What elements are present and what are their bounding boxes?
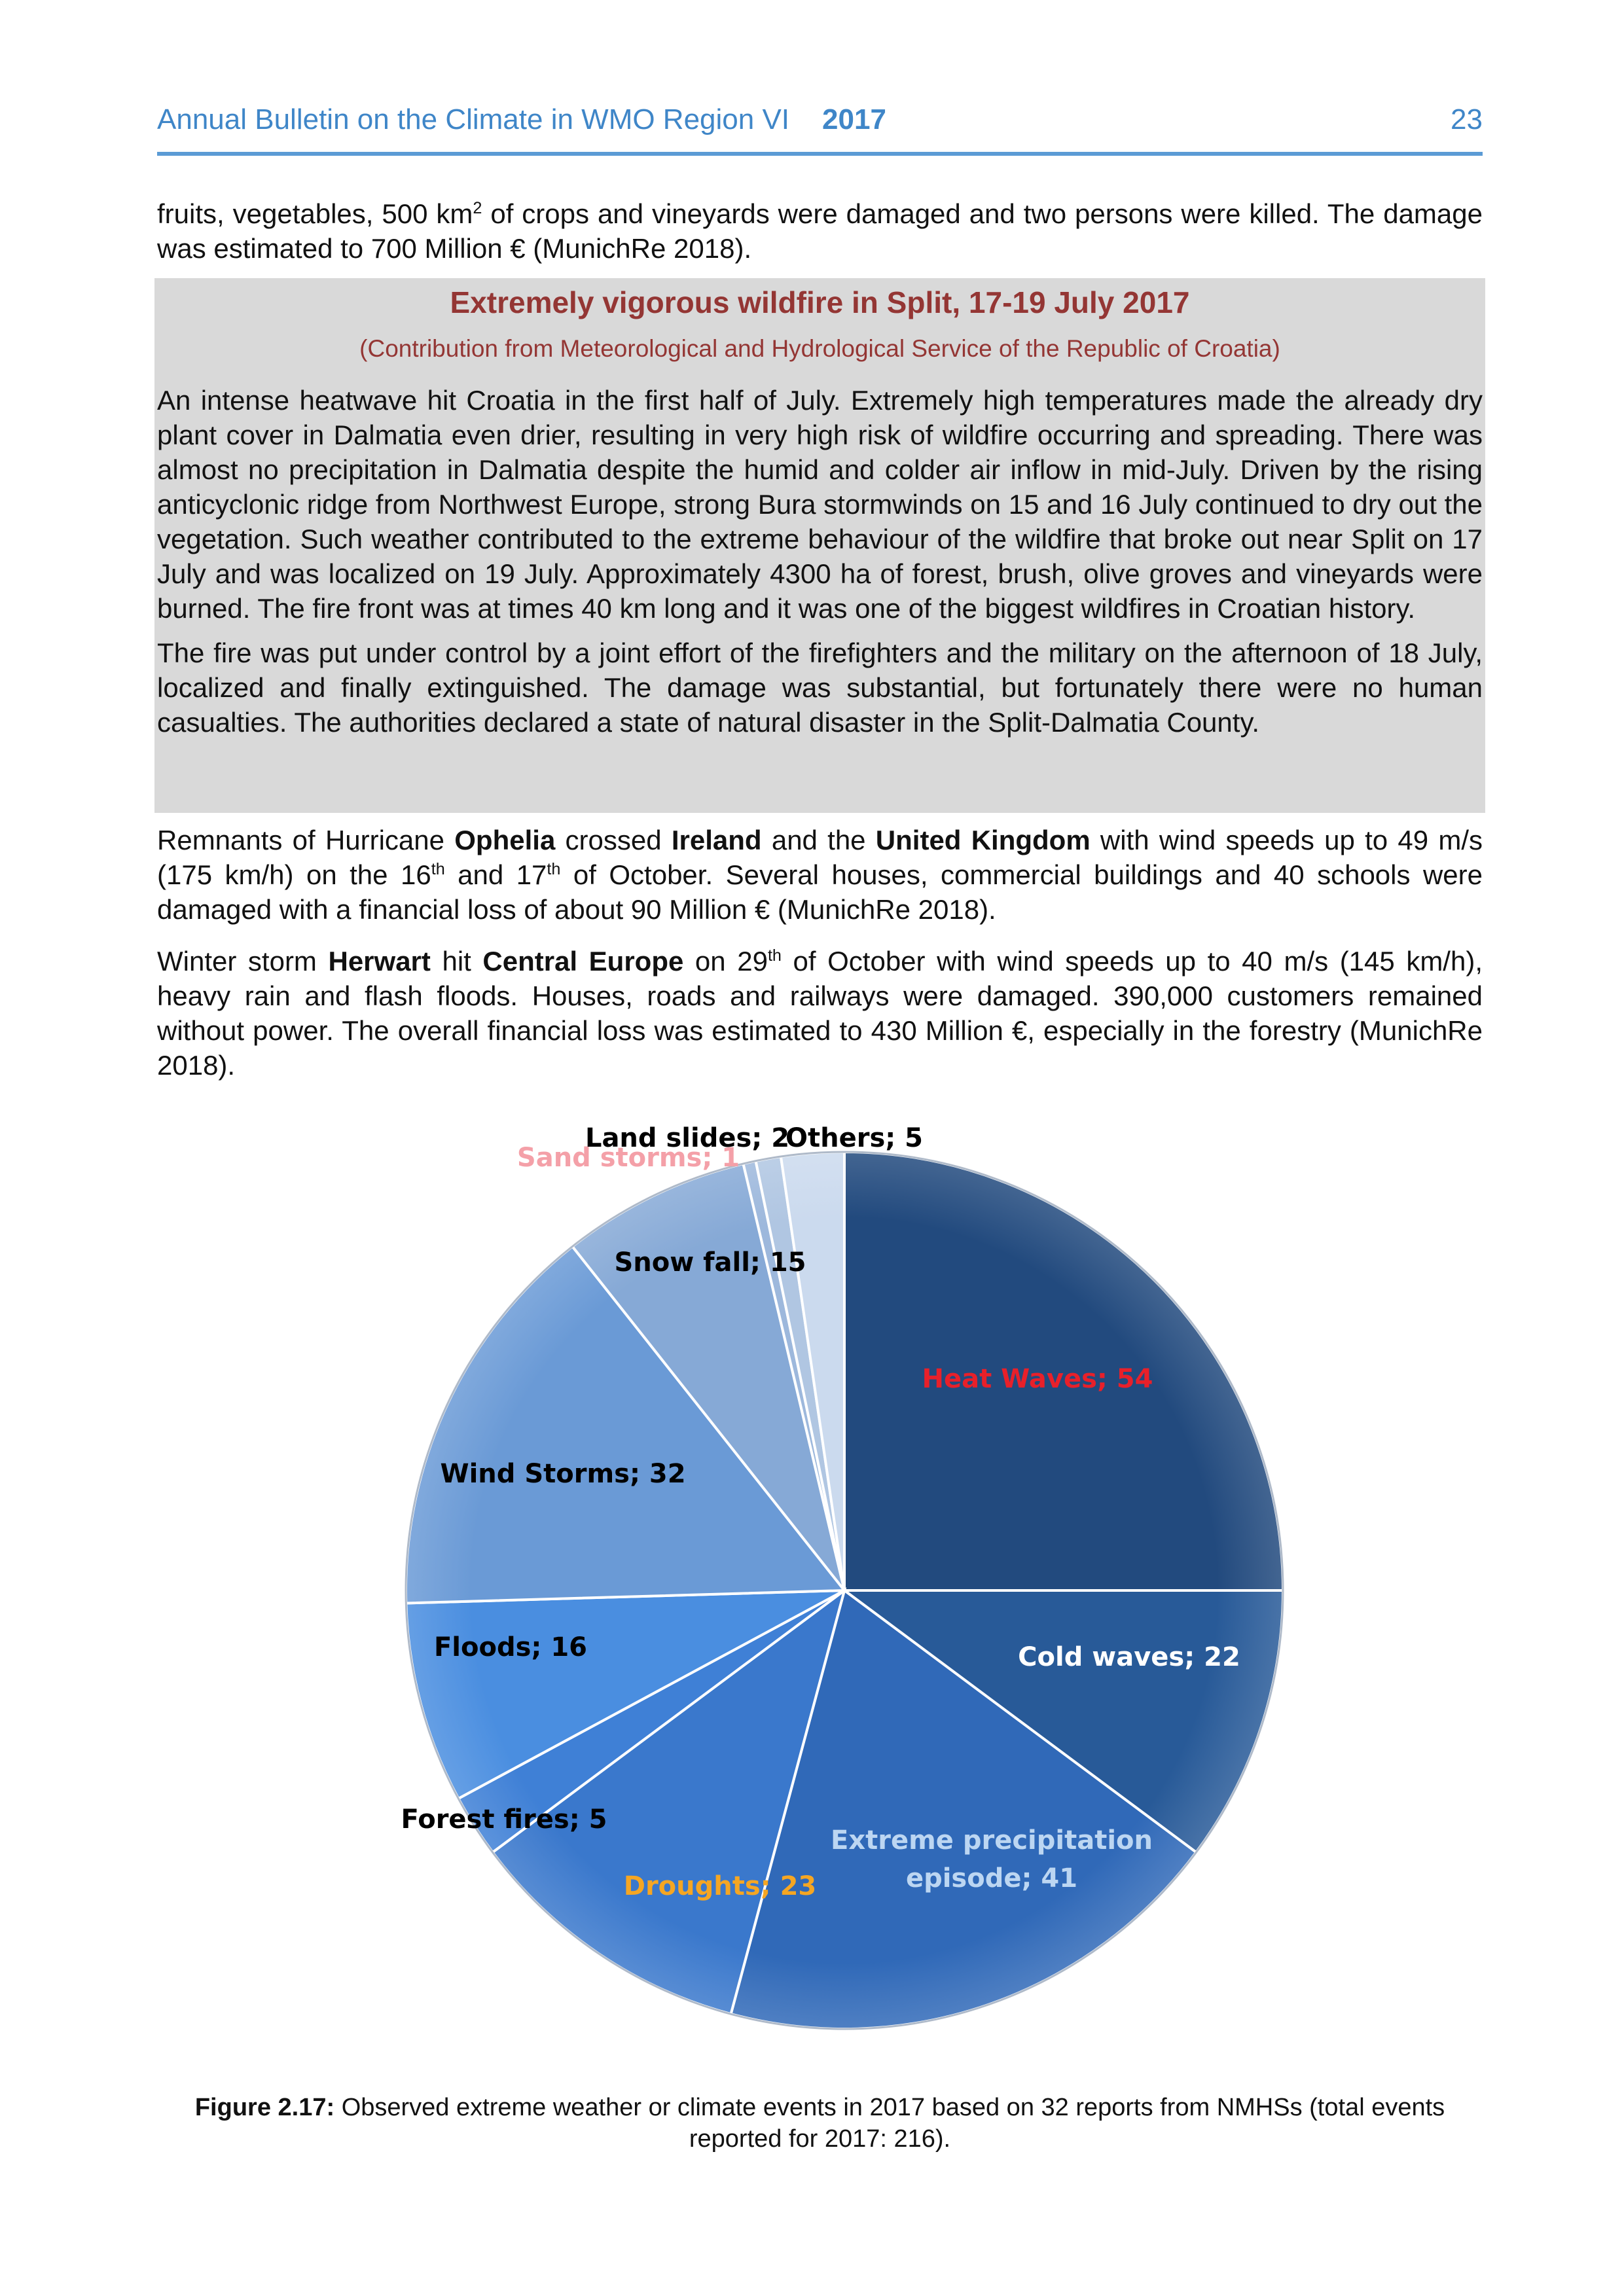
pie-label-land-slides: Land slides; 2 — [585, 1123, 790, 1153]
pie-chart-container — [288, 1113, 1335, 2081]
wildfire-box — [154, 278, 1485, 813]
figure-caption — [157, 2092, 1483, 2155]
header-year: 2017 — [822, 103, 886, 135]
page-number: 23 — [1451, 103, 1483, 135]
header-title: Annual Bulletin on the Climate in WMO Region VI — [157, 103, 790, 135]
box-title: Extremely vigorous wildfire in Split, 17-19 July 2017 — [450, 285, 1190, 319]
box-subtitle: (Contribution from Meteorological and Hydrological Service of the Republic of Croatia) — [359, 335, 1280, 362]
intro-text-a: fruits, vegetables, 500 km — [157, 198, 473, 229]
pie-label-floods: Floods; 16 — [433, 1632, 588, 1662]
herwart-paragraph: Winter storm Herwart hit Central Europe on 29th of October with wind speeds up to 40 m/s (145 km/h), heavy rain and flash floods. Houses, roads and railways were damaged. 390,000 customers remained without power. The overall financial loss was estimated to 430 Million €, especially in the forestry (MunichRe 2018). — [157, 946, 1483, 1081]
pie-label-sand-storms: Sand storms; 1 — [516, 1143, 740, 1173]
header-divider — [157, 152, 1483, 156]
intro-block — [157, 196, 1483, 266]
pie-label-heat-waves: Heat Waves; 54 — [922, 1364, 1153, 1394]
box-paragraph-2: The fire was put under control by a joint effort of the firefighters and the military on the afternoon of 18 July, localized and finally extinguished. The damage was substantial, but fortunately there were no human casualties. The authorities declared a state of natural disaster in the Split-Dalmatia County. — [157, 637, 1483, 738]
caption-text: Observed extreme weather or climate events in 2017 based on 32 reports from NMHSs (total events reported for 2017: 216). — [334, 2094, 1445, 2153]
pie-chart — [288, 1113, 1335, 2081]
box-body — [154, 383, 1485, 740]
intro-paragraph — [157, 196, 1483, 266]
pie-label-forest-fires: Forest fires; 5 — [401, 1804, 607, 1835]
pie-label-others: Others; 5 — [785, 1123, 924, 1153]
pie-label-extreme-precipitation-episode: Extreme precipitation episode; 41 — [831, 1825, 1153, 1893]
page-header — [157, 89, 1483, 136]
ophelia-paragraph: Remnants of Hurricane Ophelia crossed Ireland and the United Kingdom with wind speeds up to 49 m/s (175 km/h) on the 16th and 17th of October. Several houses, commercial buildings and 40 schools were damaged with a financial loss of about 90 Million € (MunichRe 2018). — [157, 825, 1483, 925]
pie-label-droughts: Droughts; 23 — [623, 1871, 817, 1901]
pie-label-wind-storms: Wind Storms; 32 — [440, 1459, 686, 1489]
pie-label-snow-fall: Snow fall; 15 — [614, 1247, 806, 1278]
intro-superscript: 2 — [473, 199, 482, 217]
intro-text-b: of crops and vineyards were damaged and two persons were killed. The damage was estimated to 700 Million € (MunichRe 2018). — [157, 198, 1483, 264]
bulletin-title — [157, 103, 886, 136]
herwart-block — [157, 944, 1483, 1083]
pie-label-cold-waves: Cold waves; 22 — [1018, 1642, 1240, 1672]
ophelia-block — [157, 823, 1483, 927]
box-paragraph-1: An intense heatwave hit Croatia in the first half of July. Extremely high temperatures made the already dry plant cover in Dalmatia even drier, resulting in very high risk of wildfire occurring and spreading. There was almost no precipitation in Dalmatia despite the humid and colder air inflow in mid-July. Driven by the rising anticyclonic ridge from Northwest Europe, strong Bura stormwinds on 15 and 16 July continued to dry out the vegetation. Such weather contributed to the extreme behaviour of the wildfire that broke out near Split on 17 July and was localized on 19 July. Approximately 4300 ha of forest, brush, olive groves and vineyards were burned. The fire front was at times 40 km long and it was one of the biggest wildfires in Croatian history. — [157, 385, 1483, 624]
caption-label: Figure 2.17: — [194, 2094, 335, 2121]
